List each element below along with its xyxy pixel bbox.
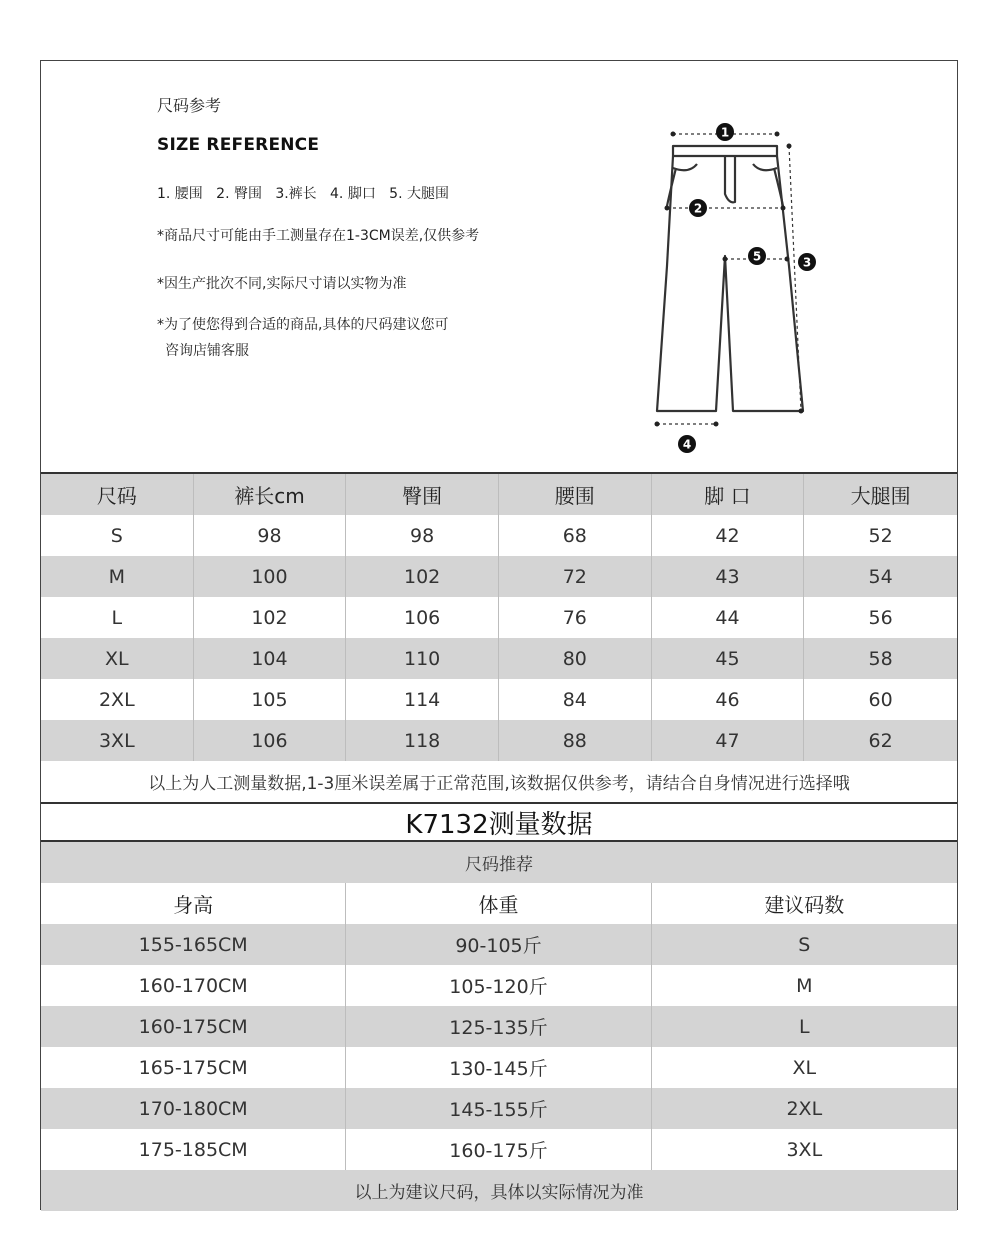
cell-waist: 84: [499, 679, 652, 720]
model-title: K7132测量数据: [41, 802, 957, 842]
title-en: SIZE REFERENCE: [157, 135, 320, 155]
size-chart-frame: [40, 60, 958, 1210]
cell-length: 100: [194, 556, 347, 597]
cell-hip: 98: [346, 515, 499, 556]
cell-hip: 102: [346, 556, 499, 597]
cell-length: 104: [194, 638, 347, 679]
table-row: [41, 1047, 957, 1088]
cell-waist: 80: [499, 638, 652, 679]
header-length: 裤长cm: [194, 474, 347, 515]
marker-5-icon: [748, 247, 766, 265]
table-row: [41, 1006, 957, 1047]
table-row: [41, 679, 957, 720]
recommend-table-header: [41, 883, 957, 924]
cell-leg-opening: 45: [652, 638, 805, 679]
cell-leg-opening: 42: [652, 515, 805, 556]
note-batch: *因生产批次不同,实际尺寸请以实物为准: [157, 276, 407, 292]
cell-waist: 76: [499, 597, 652, 638]
cell-suggested-size: 2XL: [786, 1097, 823, 1120]
table-row: [41, 1129, 957, 1170]
table-row: [41, 720, 957, 761]
cell-size: L: [41, 597, 194, 638]
cell-thigh: 54: [868, 565, 893, 588]
cell-weight: 130-145斤: [346, 1047, 651, 1088]
cell-height: 155-165CM: [41, 924, 346, 965]
cell-size: 3XL: [41, 720, 194, 761]
cell-waist: 72: [499, 556, 652, 597]
cell-weight: 90-105斤: [346, 924, 651, 965]
cell-suggested-size: 3XL: [786, 1138, 823, 1161]
recommend-table: [41, 842, 957, 1211]
header-leg-opening: 脚 口: [652, 474, 805, 515]
note-service: *为了使您得到合适的商品,具体的尺码建议您可: [157, 317, 449, 333]
cell-length: 102: [194, 597, 347, 638]
note-service-line2: 咨询店铺客服: [165, 343, 249, 359]
header-size: 尺码: [41, 474, 194, 515]
svg-text:1: 1: [720, 125, 730, 140]
cell-hip: 114: [346, 679, 499, 720]
header-height: 身高: [41, 883, 346, 924]
cell-suggested-size: XL: [792, 1056, 817, 1079]
recommend-footnote: 以上为建议尺码，具体以实际情况为准: [41, 1170, 957, 1211]
svg-text:2: 2: [693, 201, 703, 216]
marker-2-icon: [689, 199, 707, 217]
cell-waist: 88: [499, 720, 652, 761]
measurement-legend: 1. 腰围 2. 臀围 3.裤长 4. 脚口 5. 大腿围: [157, 186, 449, 202]
cell-waist: 68: [499, 515, 652, 556]
cell-hip: 110: [346, 638, 499, 679]
recommend-title: 尺码推荐: [41, 842, 957, 883]
cell-suggested-size: M: [796, 974, 813, 997]
cell-weight: 145-155斤: [346, 1088, 651, 1129]
marker-3-icon: [798, 253, 816, 271]
cell-hip: 118: [346, 720, 499, 761]
table-row: [41, 556, 957, 597]
cell-length: 105: [194, 679, 347, 720]
waistband-shape: [673, 146, 777, 156]
size-table: [41, 472, 957, 842]
cell-weight: 125-135斤: [346, 1006, 651, 1047]
svg-text:5: 5: [752, 249, 762, 264]
cell-thigh: 56: [868, 606, 893, 629]
svg-text:3: 3: [802, 255, 812, 270]
table-row: [41, 638, 957, 679]
cell-height: 160-170CM: [41, 965, 346, 1006]
cell-weight: 105-120斤: [346, 965, 651, 1006]
cell-leg-opening: 44: [652, 597, 805, 638]
cell-thigh: 62: [868, 729, 893, 752]
table-row: [41, 597, 957, 638]
cell-height: 170-180CM: [41, 1088, 346, 1129]
size-table-header: [41, 474, 957, 515]
cell-size: M: [41, 556, 194, 597]
cell-height: 165-175CM: [41, 1047, 346, 1088]
pants-diagram: [641, 116, 851, 466]
table-row: [41, 965, 957, 1006]
cell-hip: 106: [346, 597, 499, 638]
cell-height: 160-175CM: [41, 1006, 346, 1047]
cell-size: S: [41, 515, 194, 556]
cell-leg-opening: 46: [652, 679, 805, 720]
marker-1-icon: [716, 123, 734, 141]
cell-size: 2XL: [41, 679, 194, 720]
header-waist: 腰围: [499, 474, 652, 515]
header-hip: 臀围: [346, 474, 499, 515]
size-reference-intro: [41, 61, 957, 472]
table-row: [41, 515, 957, 556]
cell-weight: 160-175斤: [346, 1129, 651, 1170]
header-weight: 体重: [346, 883, 651, 924]
cell-suggested-size: L: [799, 1015, 810, 1038]
cell-thigh: 60: [868, 688, 893, 711]
header-thigh: 大腿围: [850, 484, 911, 508]
title-cn: 尺码参考: [157, 96, 222, 115]
marker-4-icon: [678, 435, 696, 453]
cell-length: 106: [194, 720, 347, 761]
cell-height: 175-185CM: [41, 1129, 346, 1170]
header-suggested-size: 建议码数: [764, 893, 845, 917]
table-row: [41, 1088, 957, 1129]
cell-leg-opening: 43: [652, 556, 805, 597]
cell-suggested-size: S: [798, 933, 811, 956]
cell-size: XL: [41, 638, 194, 679]
cell-thigh: 52: [868, 524, 893, 547]
cell-length: 98: [194, 515, 347, 556]
note-error: *商品尺寸可能由手工测量存在1-3CM误差,仅供参考: [157, 228, 480, 244]
svg-text:4: 4: [682, 437, 692, 452]
cell-thigh: 58: [868, 647, 893, 670]
cell-leg-opening: 47: [652, 720, 805, 761]
size-table-footnote: 以上为人工测量数据,1-3厘米误差属于正常范围,该数据仅供参考，请结合自身情况进行选择哦: [148, 774, 850, 794]
table-row: [41, 924, 957, 965]
